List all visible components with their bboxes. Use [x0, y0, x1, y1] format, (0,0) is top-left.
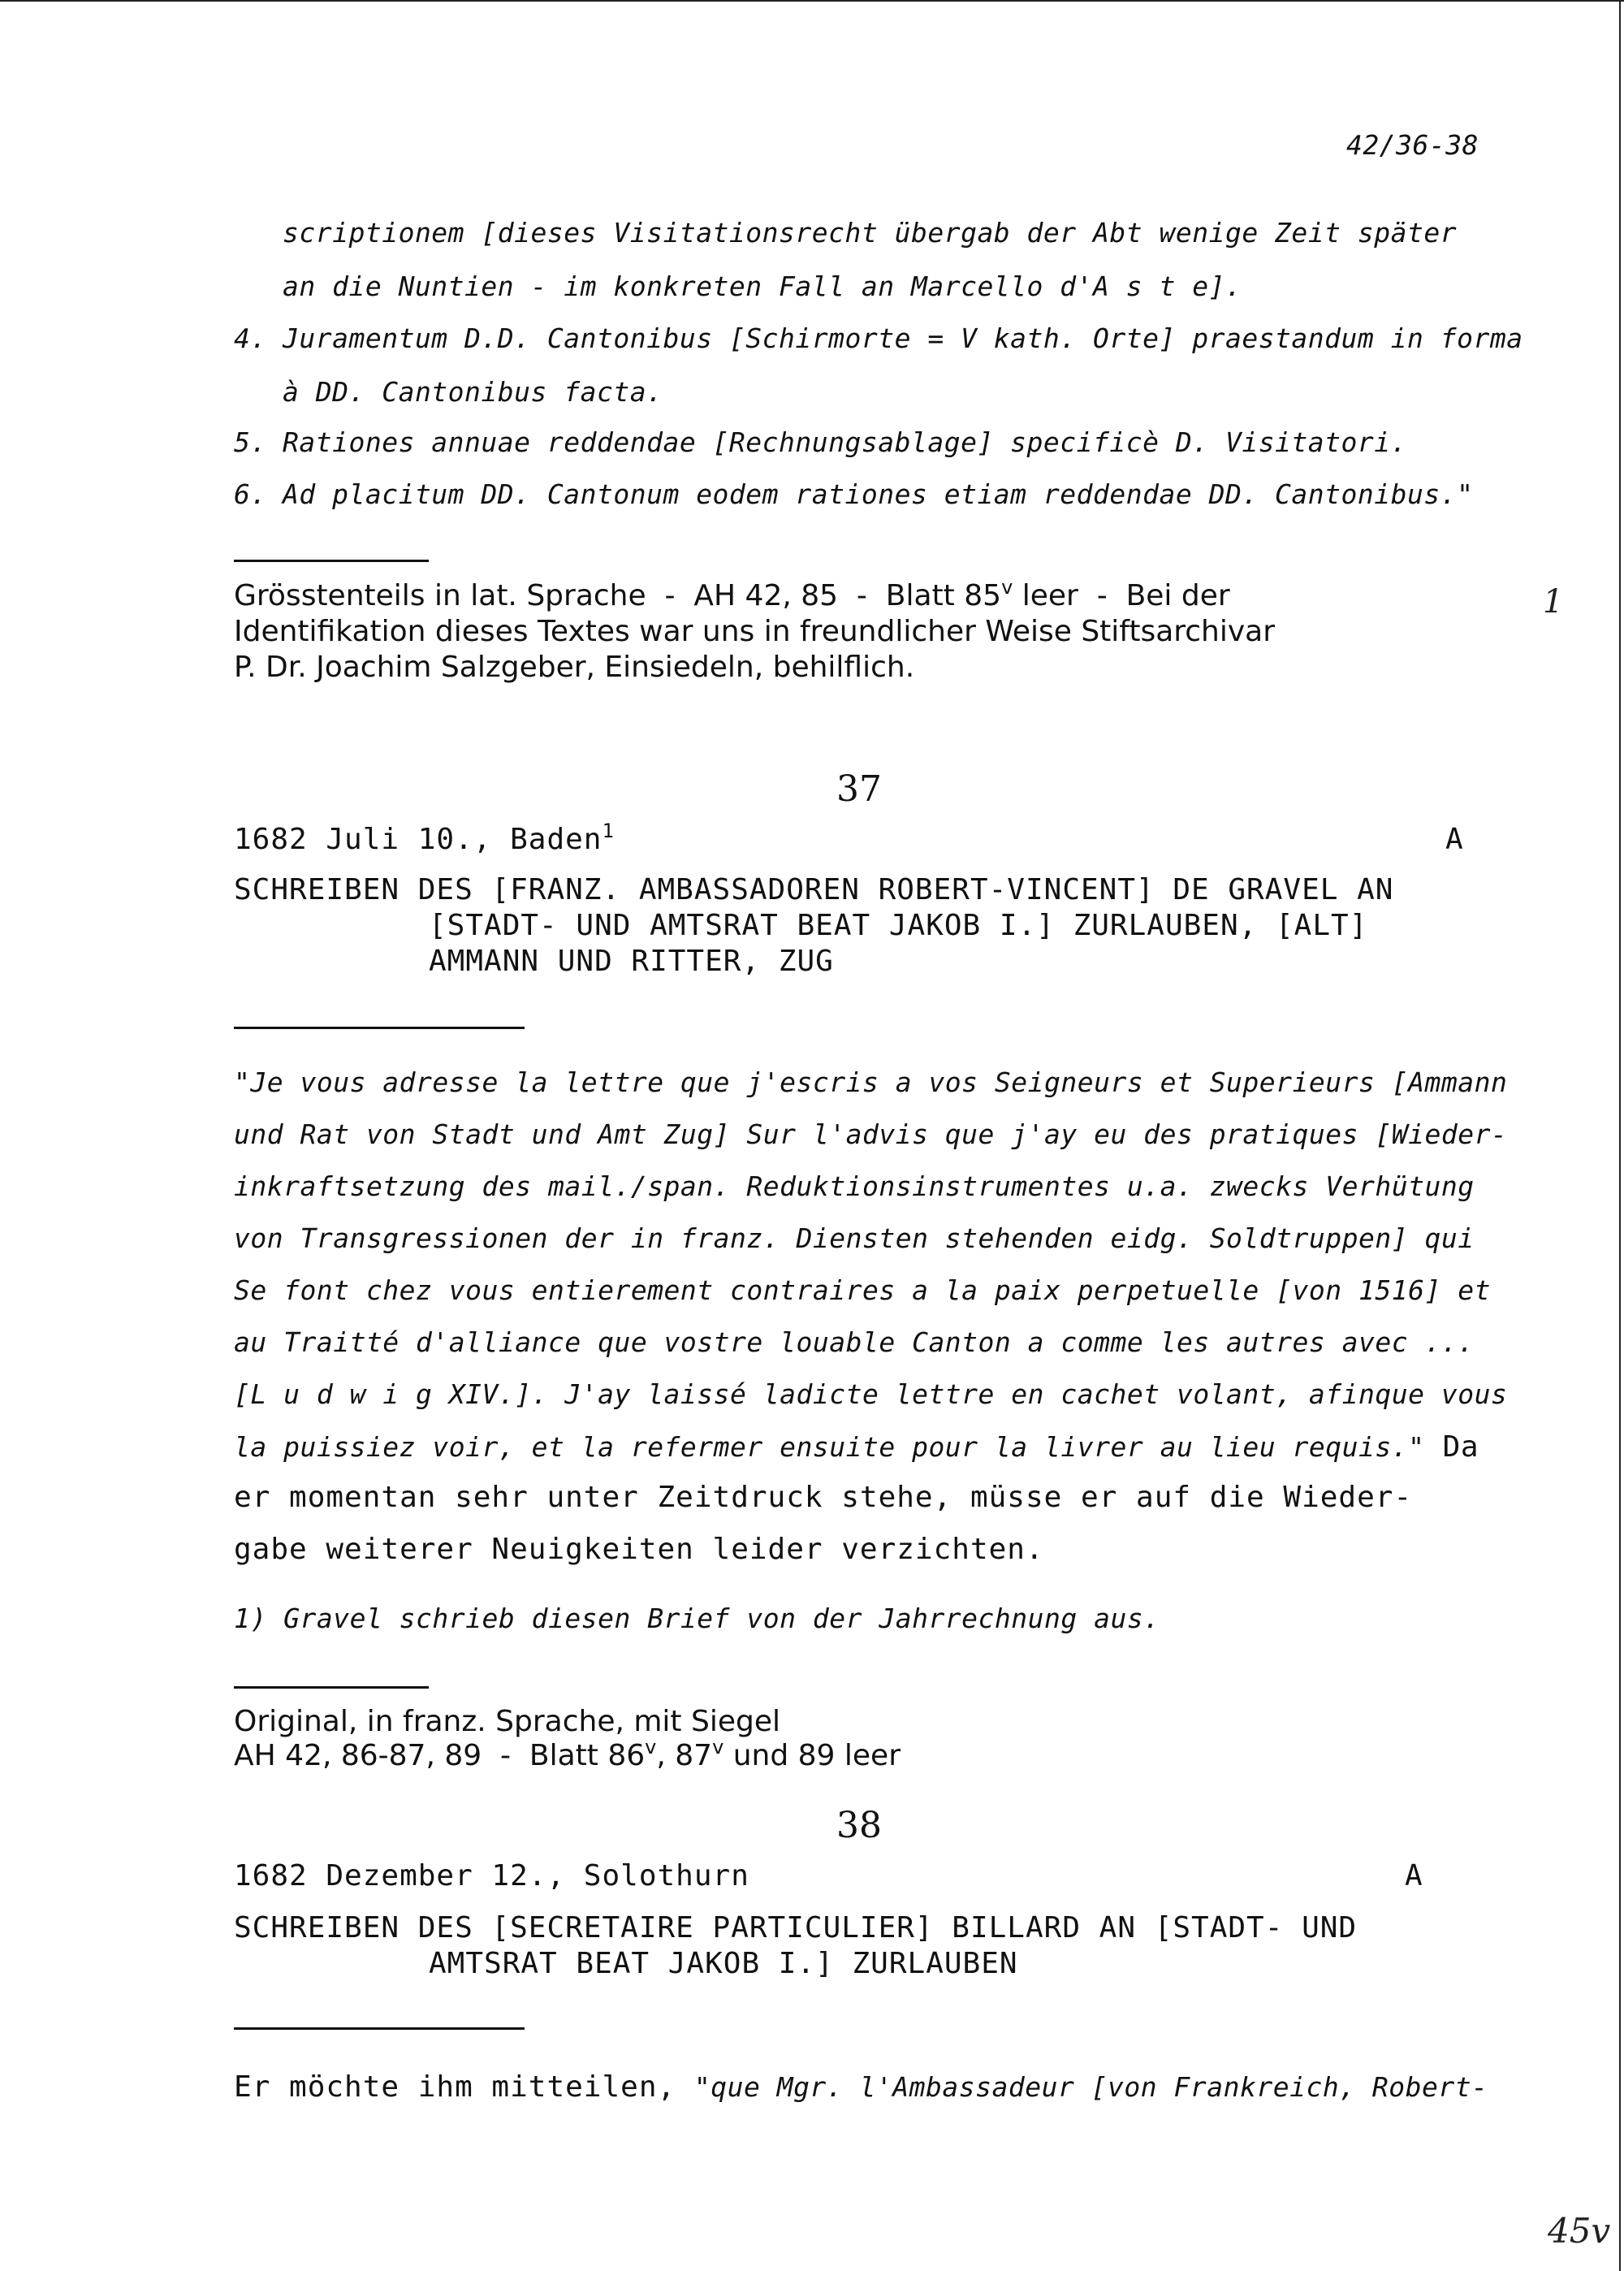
- item-6-line-1: Ad placitum DD. Cantonum eodem rationes etiam reddendae DD. Cantonibus.": [283, 478, 1474, 510]
- doc37-body-line-6: au Traitté d'alliance que vostre louable Canton a comme les autres avec ...: [234, 1326, 1475, 1358]
- item-5-number: 5.: [234, 426, 267, 458]
- doc37-body-line-3: inkraftsetzung des mail./span. Reduktionsinstrumentes u.a. zwecks Verhütung: [234, 1170, 1475, 1202]
- doc38-number: 38: [836, 1805, 882, 1846]
- doc37-source-line-2: AH 42, 86-87, 89 - Blatt 86$^v$, 87$^v$ und 89 leer: [234, 1736, 901, 1772]
- doc37-number: 37: [836, 768, 882, 810]
- item-6-number: 6.: [234, 478, 267, 510]
- doc38-body-line-1: Er möchte ihm mitteilen, "que Mgr. l'Ambassadeur [von Frankreich, Robert-: [234, 2070, 1488, 2104]
- doc37-date: 1682 Juli 10., Baden$^1$: [234, 820, 615, 856]
- doc37-type: A: [1445, 823, 1464, 856]
- item-4-line-2: à DD. Cantonibus facta.: [283, 376, 663, 408]
- handwritten-folio: 45v: [1548, 2211, 1611, 2251]
- item-5-line-1: Rationes annuae reddendae [Rechnungsablage] specificè D. Visitatori.: [283, 426, 1408, 458]
- doc38-date: 1682 Dezember 12., Solothurn: [234, 1859, 749, 1892]
- doc37-title-rule: [234, 1027, 525, 1029]
- doc37-body-line-4: von Transgressionen der in franz. Diensten stehenden eidg. Soldtruppen] qui: [234, 1222, 1475, 1254]
- doc37-body-line-10: gabe weiterer Neuigkeiten leider verzichten.: [234, 1533, 1044, 1566]
- doc36-source-line-3: P. Dr. Joachim Salzgeber, Einsiedeln, behilflich.: [234, 651, 915, 684]
- doc37-body-line-9: er momentan sehr unter Zeitdruck stehe, müsse er auf die Wieder-: [234, 1481, 1413, 1514]
- doc37-body-line-8: la puissiez voir, et la refermer ensuite pour la livrer au lieu requis." Da: [234, 1430, 1479, 1464]
- doc38-title-line-1: SCHREIBEN DES [SECRETAIRE PARTICULIER] BILLARD AN [STADT- UND: [234, 1911, 1358, 1944]
- doc37-title-line-3: AMMANN UND RITTER, ZUG: [429, 945, 834, 978]
- doc36-source-line-1: Grösstenteils in lat. Sprache - AH 42, 85 - Blatt 85$^v$ leer - Bei der: [234, 576, 1230, 612]
- page-border-right: [1619, 0, 1621, 2271]
- doc38-title-rule: [234, 2027, 525, 2030]
- page-reference: 42/36-38: [1346, 129, 1479, 161]
- doc36-source-line-2: Identifikation dieses Textes war uns in freundlicher Weise Stiftsarchivar: [234, 615, 1276, 648]
- doc37-source-line-1: Original, in franz. Sprache, mit Siegel: [234, 1705, 780, 1738]
- item-4-line-1: Juramentum D.D. Cantonibus [Schirmorte = V kath. Orte] praestandum in forma: [283, 322, 1523, 354]
- doc38-type: A: [1405, 1859, 1423, 1892]
- doc36-text-line-2: an die Nuntien - im konkreten Fall an Marcello d'A s t e].: [283, 270, 1242, 302]
- doc37-body-line-1: "Je vous adresse la lettre que j'escris a vos Seigneurs et Superieurs [Ammann: [234, 1066, 1508, 1098]
- doc36-text-line-1: scriptionem [dieses Visitationsrecht übergab der Abt wenige Zeit später: [283, 217, 1458, 249]
- doc37-title-line-1: SCHREIBEN DES [FRANZ. AMBASSADOREN ROBERT-VINCENT] DE GRAVEL AN: [234, 873, 1394, 906]
- doc37-footnote: 1) Gravel schrieb diesen Brief von der Jahrrechnung aus.: [234, 1603, 1160, 1634]
- margin-note-mark: 1: [1543, 583, 1564, 621]
- doc37-body-line-7: [L u d w i g XIV.]. J'ay laissé ladicte lettre en cachet volant, afinque vous: [234, 1378, 1508, 1410]
- doc37-title-line-2: [STADT- UND AMTSRAT BEAT JAKOB I.] ZURLAUBEN, [ALT]: [429, 909, 1368, 942]
- doc37-body-line-2: und Rat von Stadt und Amt Zug] Sur l'advis que j'ay eu des pratiques [Wieder-: [234, 1118, 1508, 1150]
- doc36-source-rule: [234, 560, 429, 562]
- doc38-title-line-2: AMTSRAT BEAT JAKOB I.] ZURLAUBEN: [429, 1947, 1018, 1980]
- doc37-body-line-5: Se font chez vous entierement contraires a la paix perpetuelle [von 1516] et: [234, 1274, 1491, 1306]
- doc37-source-rule: [234, 1686, 429, 1689]
- page-border-top: [0, 0, 1624, 2]
- item-4-number: 4.: [234, 322, 267, 354]
